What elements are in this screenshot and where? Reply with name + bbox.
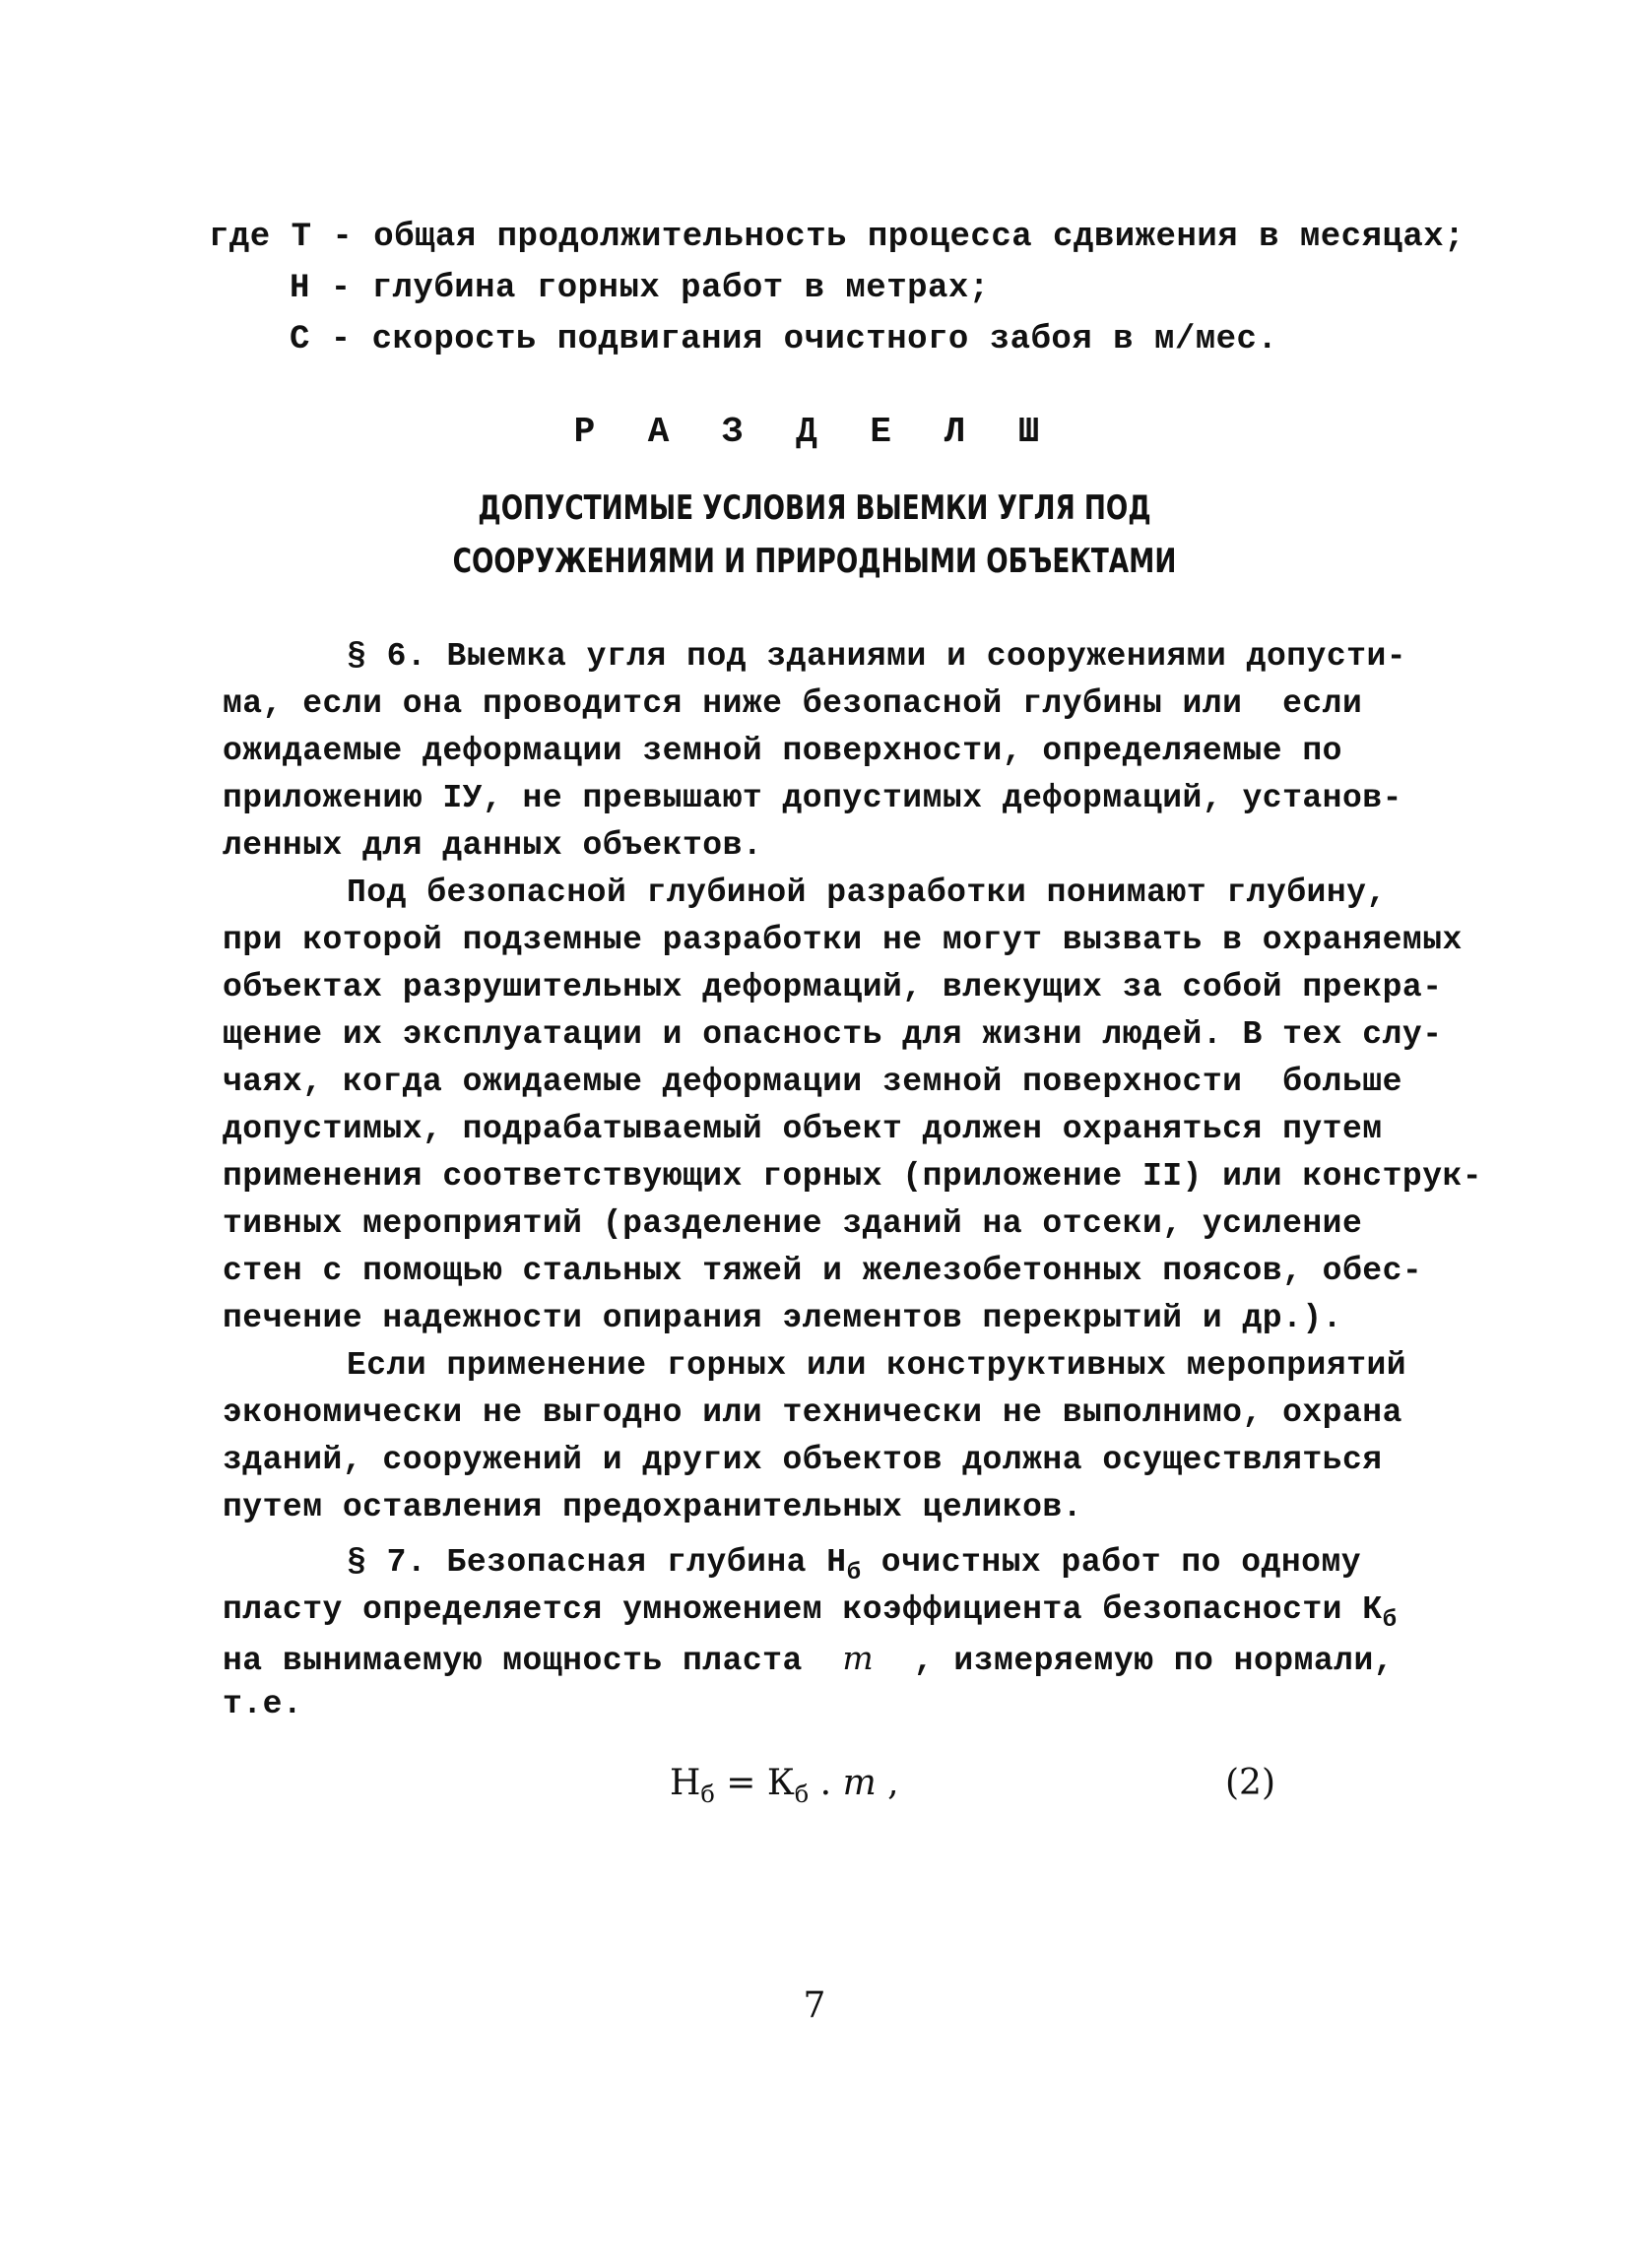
formula-equals: = К <box>714 1763 795 1803</box>
equation-number: (2) <box>1225 1763 1275 1803</box>
paragraph-text: , измеряемую по нормали, <box>874 1643 1395 1679</box>
paragraph-line: Если применение горных или конструктивных мероприятий <box>347 1347 1407 1384</box>
paragraph-line: допустимых, подрабатываемый объект должен охраняться путем <box>223 1111 1383 1147</box>
formula-dot: . <box>809 1763 843 1803</box>
paragraph-line: применения соответствующих горных (приложение II) или конструк- <box>223 1158 1483 1195</box>
paragraph-line: печение надежности опирания элементов перекрытий и др.). <box>223 1300 1342 1336</box>
subscript: б <box>846 1560 862 1587</box>
definition-t: где Т - общая продолжительность процесса сдвижения в месяцах; <box>209 219 1466 256</box>
paragraph-line: ма, если она проводится ниже безопасной глубины или если <box>223 685 1363 722</box>
definition-c: С - скорость подвигания очистного забоя в м/мес. <box>290 321 1278 358</box>
variable-m: m <box>842 1639 875 1677</box>
page-number: 7 <box>803 1985 826 2026</box>
paragraph-line: чаях, когда ожидаемые деформации земной поверхности больше <box>223 1064 1402 1100</box>
paragraph-line: тивных мероприятий (разделение зданий на отсеки, усиление <box>223 1205 1363 1242</box>
paragraph-text: на вынимаемую мощность пласта <box>223 1643 843 1679</box>
formula-rhs-subscript: б <box>794 1781 810 1808</box>
paragraph-line: экономически не выгодно или технически не выполнимо, охрана <box>223 1394 1402 1431</box>
paragraph-line: Под безопасной глубиной разработки понимают глубину, <box>347 875 1387 911</box>
paragraph-text: очистных работ по одному <box>861 1544 1362 1581</box>
paragraph-line: зданий, сооружений и других объектов должна осуществляться <box>223 1442 1383 1478</box>
paragraph-text: пласту определяется умножением коэффициента безопасности К <box>223 1591 1383 1628</box>
formula <box>670 1763 899 1808</box>
paragraph-line: т.е. <box>223 1686 303 1722</box>
paragraph-line: при которой подземные разработки не могут вызвать в охраняемых <box>223 922 1463 958</box>
paragraph-line: приложению IУ, не превышают допустимых деформаций, установ- <box>223 780 1402 816</box>
paragraph-line: путем оставления предохранительных целиков. <box>223 1489 1083 1525</box>
definition-h: Н - глубина горных работ в метрах; <box>290 270 990 307</box>
paragraph-line: ленных для данных объектов. <box>223 827 763 864</box>
section-heading-line-2: СООРУЖЕНИЯМИ И ПРИРОДНЫМИ ОБЪЕКТАМИ <box>452 542 1177 581</box>
paragraph-text: § 7. Безопасная глубина Н <box>347 1544 847 1581</box>
formula-lhs: Н <box>670 1763 701 1803</box>
section-heading-line-1: ДОПУСТИМЫЕ УСЛОВИЯ ВЫЕМКИ УГЛЯ ПОД <box>478 488 1151 528</box>
paragraph-line: щение их эксплуатации и опасность для жизни людей. В тех слу- <box>223 1016 1443 1053</box>
paragraph-line <box>223 1591 1398 1634</box>
formula-variable: m <box>842 1763 877 1803</box>
paragraph-line <box>347 1544 1361 1587</box>
subscript: б <box>1382 1607 1398 1634</box>
paragraph-line: ожидаемые деформации земной поверхности, определяемые по <box>223 733 1342 769</box>
paragraph-line <box>223 1639 1394 1679</box>
paragraph-line: § 6. Выемка угля под зданиями и сооружениями допусти- <box>347 638 1407 675</box>
section-title: Р А З Д Е Л Ш <box>573 412 1056 452</box>
formula-comma: , <box>876 1763 899 1803</box>
paragraph-line: объектах разрушительных деформаций, влекущих за собой прекра- <box>223 969 1443 1005</box>
formula-lhs-subscript: б <box>700 1781 715 1808</box>
paragraph-line: стен с помощью стальных тяжей и железобетонных поясов, обес- <box>223 1253 1423 1289</box>
